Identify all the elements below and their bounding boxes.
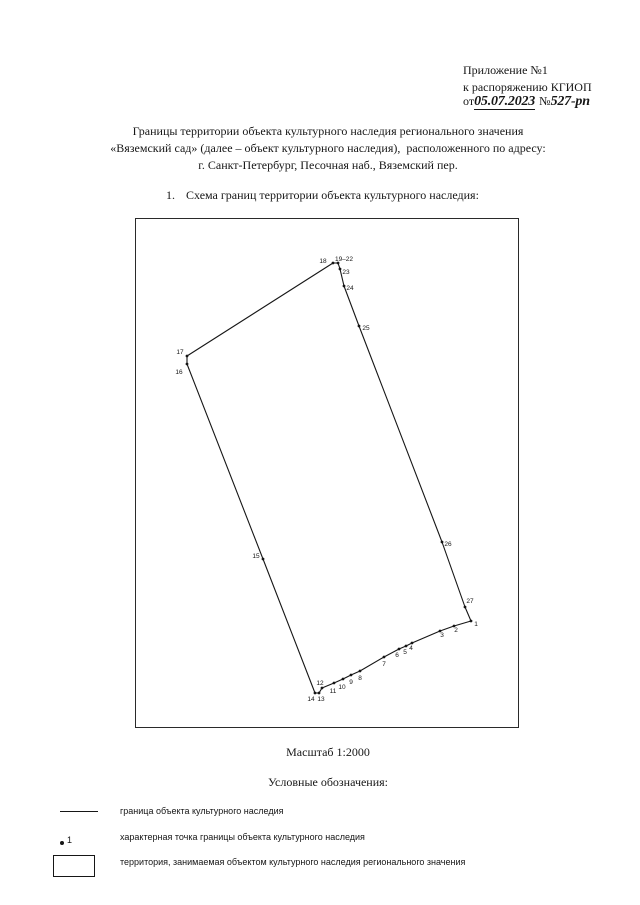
- boundary-point-marker: [359, 670, 362, 673]
- boundary-scheme-map: [135, 218, 519, 728]
- title-line-3: г. Санкт-Петербург, Песочная наб., Вяземский пер.: [198, 158, 458, 172]
- legend-point-number: 1: [67, 835, 73, 845]
- boundary-point-marker: [262, 558, 265, 561]
- boundary-point-marker: [333, 682, 336, 685]
- boundary-point-label: 15: [252, 553, 260, 560]
- boundary-point-label: 12: [316, 680, 324, 687]
- boundary-point-19-22: [335, 256, 353, 264]
- boundary-point-5: [403, 645, 407, 656]
- legend-title: Условные обозначения:: [267, 775, 389, 789]
- boundary-point-6: [395, 648, 400, 659]
- boundary-point-label: 18: [319, 258, 327, 265]
- boundary-point-label: 9: [349, 679, 353, 686]
- boundary-point-marker: [321, 687, 324, 690]
- territory-rectangle-icon: [53, 855, 95, 877]
- boundary-point-label: 4: [409, 645, 413, 652]
- boundary-point-label: 13: [317, 696, 325, 703]
- boundary-point-marker: [441, 541, 444, 544]
- annex-title: Приложение №1: [463, 63, 548, 77]
- boundary-point-27: [464, 598, 474, 608]
- boundary-point-icon: [60, 841, 64, 845]
- number-prefix: №: [539, 94, 551, 108]
- annex-reference: к распоряжению КГИОП: [463, 80, 592, 94]
- boundary-point-label: 3: [440, 632, 444, 639]
- legend-label-territory: территория, занимаемая объектом культурного наследия регионального значения: [120, 857, 466, 867]
- boundary-point-8: [358, 670, 362, 682]
- boundary-point-label: 14: [307, 696, 315, 703]
- boundary-point-11: [330, 682, 337, 695]
- boundary-point-marker: [342, 678, 345, 681]
- boundary-point-10: [338, 678, 346, 691]
- boundary-point-label: 19–22: [334, 256, 354, 263]
- boundary-point-label: 7: [382, 661, 386, 668]
- boundary-line-icon: [60, 811, 98, 812]
- boundary-point-14: [307, 692, 316, 703]
- boundary-point-17: [176, 349, 188, 357]
- boundary-point-marker: [318, 692, 321, 695]
- boundary-point-16: [175, 363, 188, 376]
- boundary-point-label: 1: [474, 621, 478, 628]
- map-scale: Масштаб 1:2000: [286, 745, 370, 759]
- boundary-point-marker: [350, 674, 353, 677]
- boundary-point-18: [319, 258, 334, 265]
- boundary-point-marker: [398, 648, 401, 651]
- date-prefix: от: [463, 94, 475, 108]
- boundary-point-label: 26: [444, 541, 452, 548]
- boundary-point-marker: [358, 325, 361, 328]
- boundary-point-9: [349, 674, 353, 686]
- boundary-point-label: 24: [346, 285, 354, 292]
- boundary-point-7: [382, 656, 386, 668]
- boundary-point-label: 2: [454, 627, 458, 634]
- legend-label-point: характерная точка границы объекта культурного наследия: [120, 832, 365, 842]
- boundary-point-label: 5: [403, 649, 407, 656]
- order-date: 05.07.2023: [474, 94, 536, 109]
- boundary-point-marker: [343, 285, 346, 288]
- boundary-point-marker: [314, 692, 317, 695]
- boundary-point-marker: [464, 606, 467, 609]
- boundary-point-label: 16: [175, 369, 183, 376]
- title-line-2: «Вяземский сад» (далее – объект культурного наследия), расположенного по адресу:: [110, 141, 546, 155]
- boundary-point-12: [316, 680, 324, 689]
- boundary-point-marker: [186, 355, 189, 358]
- boundary-point-3: [439, 630, 445, 639]
- boundary-point-label: 17: [176, 349, 184, 356]
- boundary-point-marker: [405, 645, 408, 648]
- order-number: 527-рп: [550, 94, 590, 109]
- boundary-point-marker: [383, 656, 386, 659]
- boundary-point-13: [317, 692, 325, 703]
- boundary-point-label: 25: [362, 325, 370, 332]
- boundary-point-marker: [411, 642, 414, 645]
- boundary-point-label: 27: [466, 598, 474, 605]
- section-number: 1.: [166, 188, 175, 202]
- boundary-point-label: 11: [329, 688, 337, 695]
- boundary-point-2: [453, 625, 459, 634]
- boundary-point-4: [409, 642, 413, 652]
- boundary-point-1: [470, 620, 479, 628]
- title-line-1: Границы территории объекта культурного наследия регионального значения: [132, 124, 524, 138]
- boundary-point-label: 8: [358, 675, 362, 682]
- boundary-point-marker: [470, 620, 473, 623]
- section-heading: Схема границ территории объекта культурного наследия:: [186, 188, 479, 202]
- boundary-point-label: 6: [395, 652, 399, 659]
- territory-boundary-line: [187, 263, 471, 693]
- legend-label-boundary: граница объекта культурного наследия: [120, 806, 284, 816]
- annex-date-number-line: [463, 94, 590, 109]
- boundary-point-label: 23: [342, 269, 350, 276]
- boundary-point-label: 10: [338, 684, 346, 691]
- boundary-point-marker: [339, 268, 342, 271]
- boundary-point-marker: [186, 363, 189, 366]
- boundary-scheme-drawing: [135, 218, 519, 728]
